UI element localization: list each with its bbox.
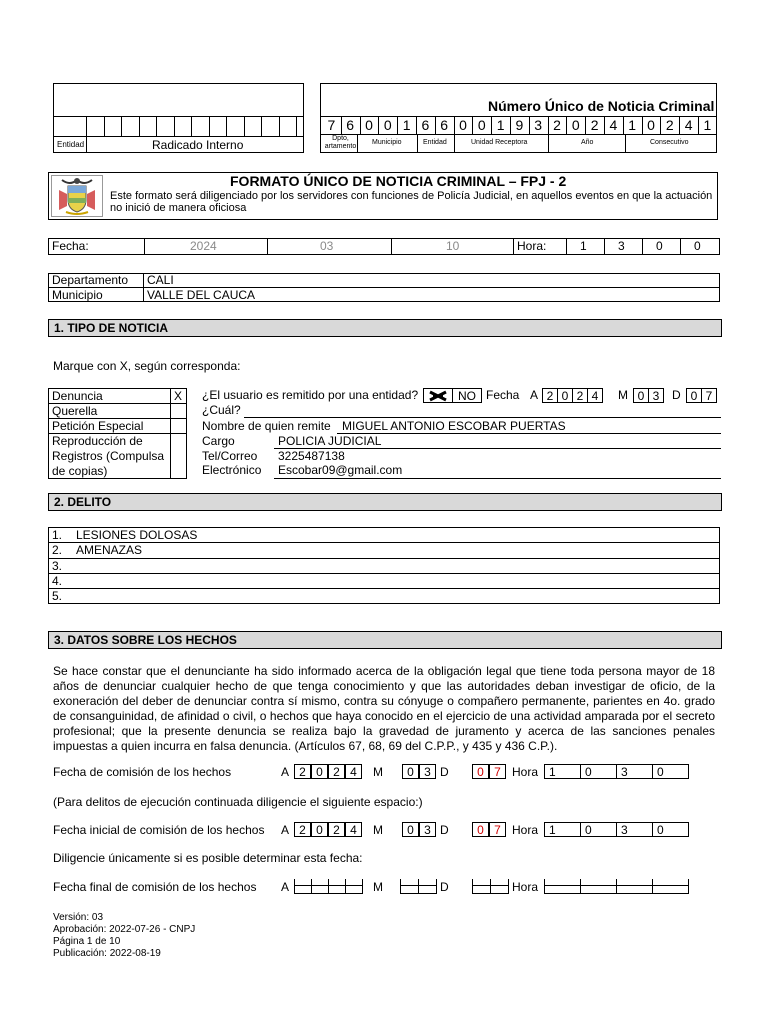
radicado-cell-divider [244, 116, 245, 136]
nunc-divider [360, 116, 361, 134]
scribble-icon [428, 390, 448, 402]
municipio-label: Municipio [52, 288, 103, 302]
continuada-note: (Para delitos de ejecución continuada diligencie el siguiente espacio:) [53, 795, 423, 809]
nunc-digit: 2 [590, 117, 599, 133]
label-anio: Año [581, 139, 594, 146]
nunc-digit: 7 [327, 117, 336, 133]
section3-paragraph: Se hace constar que el denunciante ha sido informado acerca de la obligación legal que tiene toda persona mayor de 18 años de denunciar cualquier hecho de que tenga conocimiento y que las autoridades deban investigar de oficio, de la exoneración del deber de denunciar contra sí mismo, contra su cónyuge o compañero permanente, parientes en 4o. grado de consanguinidad, de afinidad o civil, o hechos que haya conocido en el ejercicio de una actividad amparada por el secreto profesional; que la presente denuncia se realiza bajo la gravedad de juramento y acerca de las sanciones penales impuestas a quien incurra en falsa denuncia. (Artículos 67, 68, 69 del C.P.P., y 435 y 436 C.P.). [53, 664, 715, 753]
year-digit[interactable]: 4 [345, 822, 362, 837]
nunc-divider [623, 116, 624, 134]
cual-label: ¿Cuál? [202, 403, 241, 417]
fecha-month[interactable]: 03 [320, 239, 334, 253]
empty-year-cell[interactable] [294, 879, 312, 894]
delito-number: 2. [52, 543, 63, 558]
footer [53, 912, 195, 960]
nunc-divider [660, 116, 661, 134]
nunc-divider [585, 116, 586, 134]
nunc-divider [642, 116, 643, 134]
nunc-divider [435, 116, 436, 134]
hora-digit[interactable]: 0 [694, 239, 701, 253]
hour-digit[interactable]: 0 [652, 822, 689, 837]
fecha-label: Fecha: [52, 239, 89, 253]
month-digit[interactable]: 0 [402, 822, 419, 837]
hour-digit[interactable]: 0 [652, 764, 689, 779]
fecha-day[interactable]: 10 [446, 239, 460, 253]
radicado-cell-divider [226, 116, 227, 136]
municipio-value[interactable]: VALLE DEL CAUCA [147, 288, 256, 302]
no-box[interactable]: NO [452, 388, 482, 403]
label-consecutivo: Consecutivo [650, 139, 689, 146]
nunc-divider [454, 116, 455, 134]
nunc-divider [548, 116, 549, 134]
tipo-peticion: Petición Especial [52, 419, 144, 433]
hora-divider [642, 238, 643, 255]
radicado-cell-divider [174, 116, 175, 136]
delito-number: 5. [52, 589, 63, 604]
form-title: FORMATO ÚNICO DE NOTICIA CRIMINAL – FPJ - 2 [230, 173, 567, 189]
section2-header: 2. DELITO [48, 493, 722, 511]
nunc-divider [397, 116, 398, 134]
hour-digit[interactable]: 0 [580, 822, 617, 837]
strike-line [491, 885, 508, 886]
nombre-label: Nombre de quien remite [202, 419, 331, 433]
a-label: A [281, 880, 290, 894]
nunc-digit: 4 [684, 117, 693, 133]
hour-digit[interactable]: 3 [616, 822, 653, 837]
remitido-month-digit[interactable]: 0 [633, 388, 649, 403]
hora-label: Hora [512, 823, 539, 837]
inicial-label: Fecha inicial de comisión de los hechos [53, 823, 265, 837]
delito-text[interactable]: LESIONES DOLOSAS [76, 528, 198, 542]
nombre-value[interactable]: MIGUEL ANTONIO ESCOBAR PUERTAS [342, 419, 566, 433]
label-municipio: Municipio [372, 139, 402, 146]
delito-row-divider [48, 542, 720, 543]
empty-hour-cell[interactable] [544, 879, 581, 894]
footer-pagina: Página 1 de 10 [53, 936, 121, 947]
empty-month-cell[interactable] [418, 879, 437, 894]
nunc-digit: 1 [496, 117, 505, 133]
nunc-digit: 0 [647, 117, 655, 133]
remitido-d-label: D [672, 388, 681, 402]
empty-day-cell[interactable] [472, 879, 491, 894]
diligencie-note: Diligencie únicamente si es posible determinar esta fecha: [53, 851, 363, 865]
empty-hour-cell[interactable] [580, 879, 617, 894]
day-digit[interactable]: 7 [489, 822, 506, 837]
remitido-year-digit[interactable]: 2 [572, 388, 588, 403]
footer-aprobacion: Aprobación: 2022-07-26 - CNPJ [53, 924, 196, 935]
nunc-digit: 0 [383, 117, 392, 133]
delito-number: 3. [52, 558, 63, 573]
nunc-digit: 0 [365, 117, 373, 133]
strike-line [401, 885, 418, 886]
month-digit[interactable]: 3 [419, 822, 436, 837]
cargo-label: Cargo [202, 434, 235, 448]
radicado-cell-divider [191, 116, 192, 136]
tipo-denuncia: Denuncia [52, 389, 103, 403]
nunc-divider [341, 116, 342, 134]
strike-line [295, 885, 311, 886]
departamento-value[interactable]: CALI [147, 273, 174, 287]
day-digit[interactable]: 7 [489, 764, 506, 779]
nunc-digit: 0 [571, 117, 580, 133]
m-label: M [373, 823, 383, 837]
m-label: M [373, 880, 383, 894]
cargo-value[interactable]: POLICIA JUDICIAL [278, 434, 382, 448]
remitido-question: ¿El usuario es remitido por una entidad? [202, 388, 419, 402]
year-digit[interactable]: 0 [311, 764, 328, 779]
nunc-digit: 6 [440, 117, 449, 133]
month-digit[interactable]: 0 [402, 764, 419, 779]
hora-label: Hora: [517, 239, 547, 253]
remitido-year-digit[interactable]: 0 [557, 388, 573, 403]
nunc-divider [529, 116, 530, 134]
hour-digit[interactable]: 3 [616, 764, 653, 779]
electronico-label: Electrónico [202, 463, 262, 477]
coat-of-arms-icon [56, 176, 98, 216]
radicado-cell-divider [296, 116, 297, 136]
departamento-label: Departamento [52, 273, 129, 287]
label-dpto: Dpto, artamento [324, 135, 357, 150]
a-label: A [281, 765, 290, 779]
remitido-fecha-label: Fecha [486, 388, 520, 402]
si-mark-box[interactable] [423, 388, 453, 403]
radicado-cell-divider [156, 116, 157, 136]
entidad-label: Entidad [57, 140, 85, 149]
hora-label: Hora [512, 765, 539, 779]
hora-digit[interactable]: 1 [580, 239, 587, 253]
month-digit[interactable]: 3 [419, 764, 436, 779]
nunc-digit: 4 [609, 117, 618, 133]
radicado-cell-divider [261, 116, 262, 136]
radicado-cell-divider [104, 116, 105, 136]
strike-line [617, 885, 652, 886]
strike-line [473, 885, 490, 886]
hora-divider [680, 238, 681, 255]
nunc-digit: 0 [459, 117, 467, 133]
m-label: M [373, 765, 383, 779]
remitido-month-digit[interactable]: 3 [648, 388, 664, 403]
year-digit[interactable]: 2 [328, 764, 345, 779]
tel-label: Tel/Correo [202, 449, 258, 463]
correo-value[interactable]: Escobar09@gmail.com [278, 463, 403, 477]
hora-digit[interactable]: 3 [618, 239, 625, 253]
footer-publicacion: Publicación: 2022-08-19 [53, 948, 161, 959]
nunc-digit: 3 [534, 117, 543, 133]
remitido-day-digit[interactable]: 7 [701, 388, 717, 403]
hora-digit[interactable]: 0 [656, 239, 663, 253]
empty-hour-cell[interactable] [616, 879, 653, 894]
tipo-querella: Querella [52, 404, 98, 418]
section3-header: 3. DATOS SOBRE LOS HECHOS [48, 631, 722, 649]
form-description: Este formato será diligenciado por los servidores con funciones de Policía Judicial, en aquellos eventos en que la actuación no inició de manera oficiosa [110, 190, 713, 214]
fecha-year[interactable]: 2024 [190, 239, 217, 253]
strike-line [346, 885, 362, 886]
nunc-digit: 6 [346, 117, 355, 133]
nunc-digit: 0 [477, 117, 486, 133]
delito-row-divider [48, 558, 720, 559]
empty-day-cell[interactable] [490, 879, 509, 894]
nunc-divider [698, 116, 699, 134]
radicado-cell-divider [209, 116, 210, 136]
delito-text[interactable]: AMENAZAS [76, 543, 143, 558]
nunc-digit: 9 [515, 117, 524, 133]
label-entidad: Entidad [423, 139, 447, 146]
delito-number: 4. [52, 573, 63, 588]
strike-line [312, 885, 328, 886]
a-label: A [281, 823, 290, 837]
nunc-divider [472, 116, 473, 134]
nunc-digit: 1 [402, 117, 411, 133]
year-digit[interactable]: 2 [294, 764, 311, 779]
delito-row-divider [48, 573, 720, 574]
year-digit[interactable]: 2 [328, 822, 345, 837]
empty-year-cell[interactable] [345, 879, 363, 894]
strike-line [581, 885, 616, 886]
radicado-label: Radicado Interno [152, 138, 244, 152]
strike-line [653, 885, 688, 886]
strike-line [329, 885, 345, 886]
remitido-year-digit[interactable]: 2 [542, 388, 558, 403]
nunc-divider [566, 116, 567, 134]
day-digit[interactable]: 0 [472, 822, 489, 837]
hour-digit[interactable]: 0 [580, 764, 617, 779]
d-label: D [440, 765, 449, 779]
nunc-divider [491, 116, 492, 134]
nunc-title: Número Único de Noticia Criminal [488, 98, 715, 114]
remitido-m-label: M [618, 388, 628, 402]
hora-divider [604, 238, 605, 255]
radicado-cell-divider [139, 116, 140, 136]
comision-label: Fecha de comisión de los hechos [53, 765, 232, 779]
radicado-cell-divider [279, 116, 280, 136]
tel-value[interactable]: 3225487138 [278, 449, 345, 463]
strike-line [545, 885, 580, 886]
remitido-a-label: A [530, 388, 539, 402]
nunc-divider [416, 116, 417, 134]
nunc-digit: 2 [553, 117, 561, 133]
nunc-digit: 1 [628, 117, 637, 133]
nunc-digit: 6 [421, 117, 430, 133]
empty-month-cell[interactable] [400, 879, 419, 894]
section1-header: 1. TIPO DE NOTICIA [48, 319, 722, 337]
d-label: D [440, 880, 449, 894]
empty-hour-cell[interactable] [652, 879, 689, 894]
nunc-divider [604, 116, 605, 134]
year-digit[interactable]: 2 [294, 822, 311, 837]
hour-digit[interactable]: 1 [544, 764, 581, 779]
delito-number: 1. [52, 528, 63, 542]
day-digit[interactable]: 0 [472, 764, 489, 779]
d-label: D [440, 823, 449, 837]
tipo-reproduccion: Reproducción de Registros (Compulsa de copias) [52, 434, 165, 478]
hour-digit[interactable]: 1 [544, 822, 581, 837]
tipo-denuncia-mark[interactable]: X [174, 389, 183, 403]
label-unidad: Unidad Receptora [471, 139, 528, 146]
nunc-divider [679, 116, 680, 134]
final-label: Fecha final de comisión de los hechos [53, 880, 257, 894]
remitido-day-digit[interactable]: 0 [686, 388, 702, 403]
nunc-digit: 1 [703, 117, 712, 133]
hora-label: Hora [512, 880, 539, 894]
empty-year-cell[interactable] [328, 879, 346, 894]
year-digit[interactable]: 0 [311, 822, 328, 837]
nunc-divider [378, 116, 379, 134]
year-digit[interactable]: 4 [345, 764, 362, 779]
remitido-year-digit[interactable]: 4 [587, 388, 603, 403]
nunc-divider [510, 116, 511, 134]
footer-version: Versión: 03 [53, 912, 104, 923]
section1-instruction: Marque con X, según corresponda: [53, 359, 241, 373]
nunc-digit: 2 [665, 117, 674, 133]
empty-year-cell[interactable] [311, 879, 329, 894]
radicado-cell-divider [121, 116, 122, 136]
strike-line [419, 885, 436, 886]
delito-row-divider [48, 588, 720, 589]
